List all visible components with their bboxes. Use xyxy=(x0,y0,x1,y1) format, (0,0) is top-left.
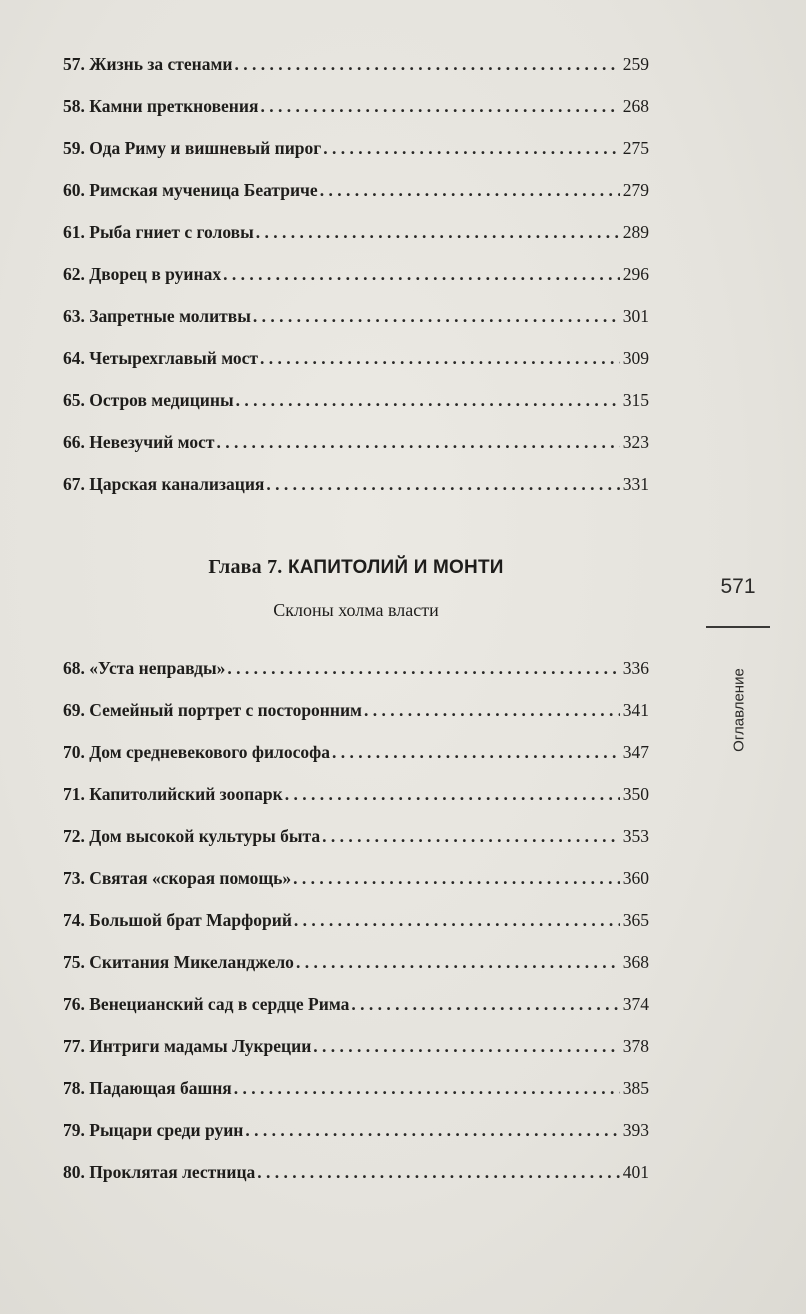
toc-entry-page: 268 xyxy=(622,96,649,116)
toc-leader-dots xyxy=(227,656,619,680)
toc-entry-page: 279 xyxy=(622,180,649,200)
toc-leader-dots xyxy=(351,992,619,1016)
toc-entry-page: 393 xyxy=(622,1120,649,1140)
toc-entry-title: 69. Семейный портрет с посторонним xyxy=(63,700,362,720)
toc-entry-page: 368 xyxy=(622,952,649,972)
toc-entry-title: 75. Скитания Микеланджело xyxy=(63,952,294,972)
toc-list-part2 xyxy=(63,656,649,1202)
toc-entry-title: 67. Царская канализация xyxy=(63,474,265,494)
toc-entry-title: 77. Интриги мадамы Лукреции xyxy=(63,1036,312,1056)
toc-entry-page: 275 xyxy=(622,138,649,158)
toc-entry xyxy=(63,782,649,824)
toc-entry xyxy=(63,430,649,472)
toc-entry xyxy=(63,178,649,220)
toc-entry xyxy=(63,346,649,388)
toc-entry-page: 323 xyxy=(622,432,649,452)
toc-entry xyxy=(63,388,649,430)
toc-leader-dots xyxy=(323,136,620,160)
toc-entry-page: 301 xyxy=(622,306,649,326)
toc-entry xyxy=(63,304,649,346)
toc-leader-dots xyxy=(236,388,620,412)
toc-entry-page: 350 xyxy=(622,784,649,804)
chapter-title: КАПИТОЛИЙ И МОНТИ xyxy=(287,557,504,578)
toc-entry-title: 70. Дом средневекового философа xyxy=(63,742,330,762)
toc-entry-title: 79. Рыцари среди руин xyxy=(63,1120,244,1140)
toc-entry-page: 315 xyxy=(622,390,649,410)
toc-leader-dots xyxy=(260,346,620,370)
toc-entry-page: 331 xyxy=(622,474,649,494)
toc-leader-dots xyxy=(253,304,620,328)
toc-entry-page: 296 xyxy=(622,264,649,284)
toc-entry-title: 61. Рыба гниет с головы xyxy=(63,222,254,242)
section-label: Оглавление xyxy=(730,668,748,752)
toc-entry xyxy=(63,262,649,304)
toc-entry xyxy=(63,824,649,866)
toc-entry-title: 58. Камни преткновения xyxy=(63,96,259,116)
toc-entry xyxy=(63,94,649,136)
toc-entry-title: 74. Большой брат Марфорий xyxy=(63,910,292,930)
toc-entry-title: 64. Четырехглавый мост xyxy=(63,348,259,368)
toc-entry-page: 336 xyxy=(622,658,649,678)
toc-leader-dots xyxy=(257,1160,619,1184)
toc-entry-title: 71. Капитолийский зоопарк xyxy=(63,784,283,804)
toc-entry-page: 341 xyxy=(622,700,649,720)
toc-leader-dots xyxy=(256,220,620,244)
toc-leader-dots xyxy=(260,94,619,118)
toc-entry xyxy=(63,1034,649,1076)
toc-list-part1 xyxy=(63,52,649,514)
toc-entry xyxy=(63,52,649,94)
toc-entry-page: 374 xyxy=(622,994,649,1014)
toc-leader-dots xyxy=(293,866,620,890)
toc-entry-page: 309 xyxy=(622,348,649,368)
toc-entry-title: 59. Ода Риму и вишневый пирог xyxy=(63,138,322,158)
chapter-label: Глава 7. xyxy=(208,556,283,578)
page-number: 571 xyxy=(720,575,756,598)
side-divider xyxy=(706,626,770,628)
toc-entry-page: 259 xyxy=(622,54,649,74)
toc-entry-title: 63. Запретные молитвы xyxy=(63,306,251,326)
toc-entry xyxy=(63,472,649,514)
toc-entry xyxy=(63,656,649,698)
toc-entry-title: 66. Невезучий мост xyxy=(63,432,215,452)
toc-entry-title: 60. Римская мученица Беатриче xyxy=(63,180,318,200)
toc-entry-page: 401 xyxy=(622,1162,649,1182)
toc-entry-title: 72. Дом высокой культуры быта xyxy=(63,826,321,846)
toc-entry-page: 360 xyxy=(622,868,649,888)
toc-leader-dots xyxy=(294,908,620,932)
toc-leader-dots xyxy=(313,1034,619,1058)
toc-leader-dots xyxy=(332,740,620,764)
toc-entry-title: 68. «Уста неправды» xyxy=(63,658,226,678)
toc-entry-page: 385 xyxy=(622,1078,649,1098)
toc-entry-page: 289 xyxy=(622,222,649,242)
toc-entry xyxy=(63,1118,649,1160)
toc-entry xyxy=(63,220,649,262)
toc-entry-title: 65. Остров медицины xyxy=(63,390,234,410)
toc-entry-title: 62. Дворец в руинах xyxy=(63,264,222,284)
toc-entry-title: 78. Падающая башня xyxy=(63,1078,232,1098)
toc-leader-dots xyxy=(235,52,620,76)
toc-entry xyxy=(63,1160,649,1202)
toc-leader-dots xyxy=(296,950,620,974)
toc-entry xyxy=(63,1076,649,1118)
toc-entry xyxy=(63,698,649,740)
chapter-heading xyxy=(63,556,649,579)
toc-leader-dots xyxy=(223,262,620,286)
toc-leader-dots xyxy=(266,472,619,496)
toc-entry-page: 347 xyxy=(622,742,649,762)
chapter-subtitle: Склоны холма власти xyxy=(273,600,439,620)
toc-entry xyxy=(63,992,649,1034)
toc-entry-title: 73. Святая «скорая помощь» xyxy=(63,868,292,888)
toc-leader-dots xyxy=(245,1118,619,1142)
toc-entry xyxy=(63,866,649,908)
toc-leader-dots xyxy=(285,782,620,806)
toc-entry xyxy=(63,950,649,992)
toc-entry-page: 365 xyxy=(622,910,649,930)
toc-leader-dots xyxy=(364,698,620,722)
toc-entry-title: 57. Жизнь за стенами xyxy=(63,54,233,74)
toc-leader-dots xyxy=(320,178,620,202)
toc-entry-title: 80. Проклятая лестница xyxy=(63,1162,256,1182)
toc-entry-page: 378 xyxy=(622,1036,649,1056)
toc-entry xyxy=(63,136,649,178)
toc-entry xyxy=(63,740,649,782)
toc-leader-dots xyxy=(216,430,619,454)
toc-entry-title: 76. Венецианский сад в сердце Рима xyxy=(63,994,350,1014)
toc-leader-dots xyxy=(322,824,620,848)
toc-entry xyxy=(63,908,649,950)
toc-leader-dots xyxy=(234,1076,620,1100)
toc-entry-page: 353 xyxy=(622,826,649,846)
